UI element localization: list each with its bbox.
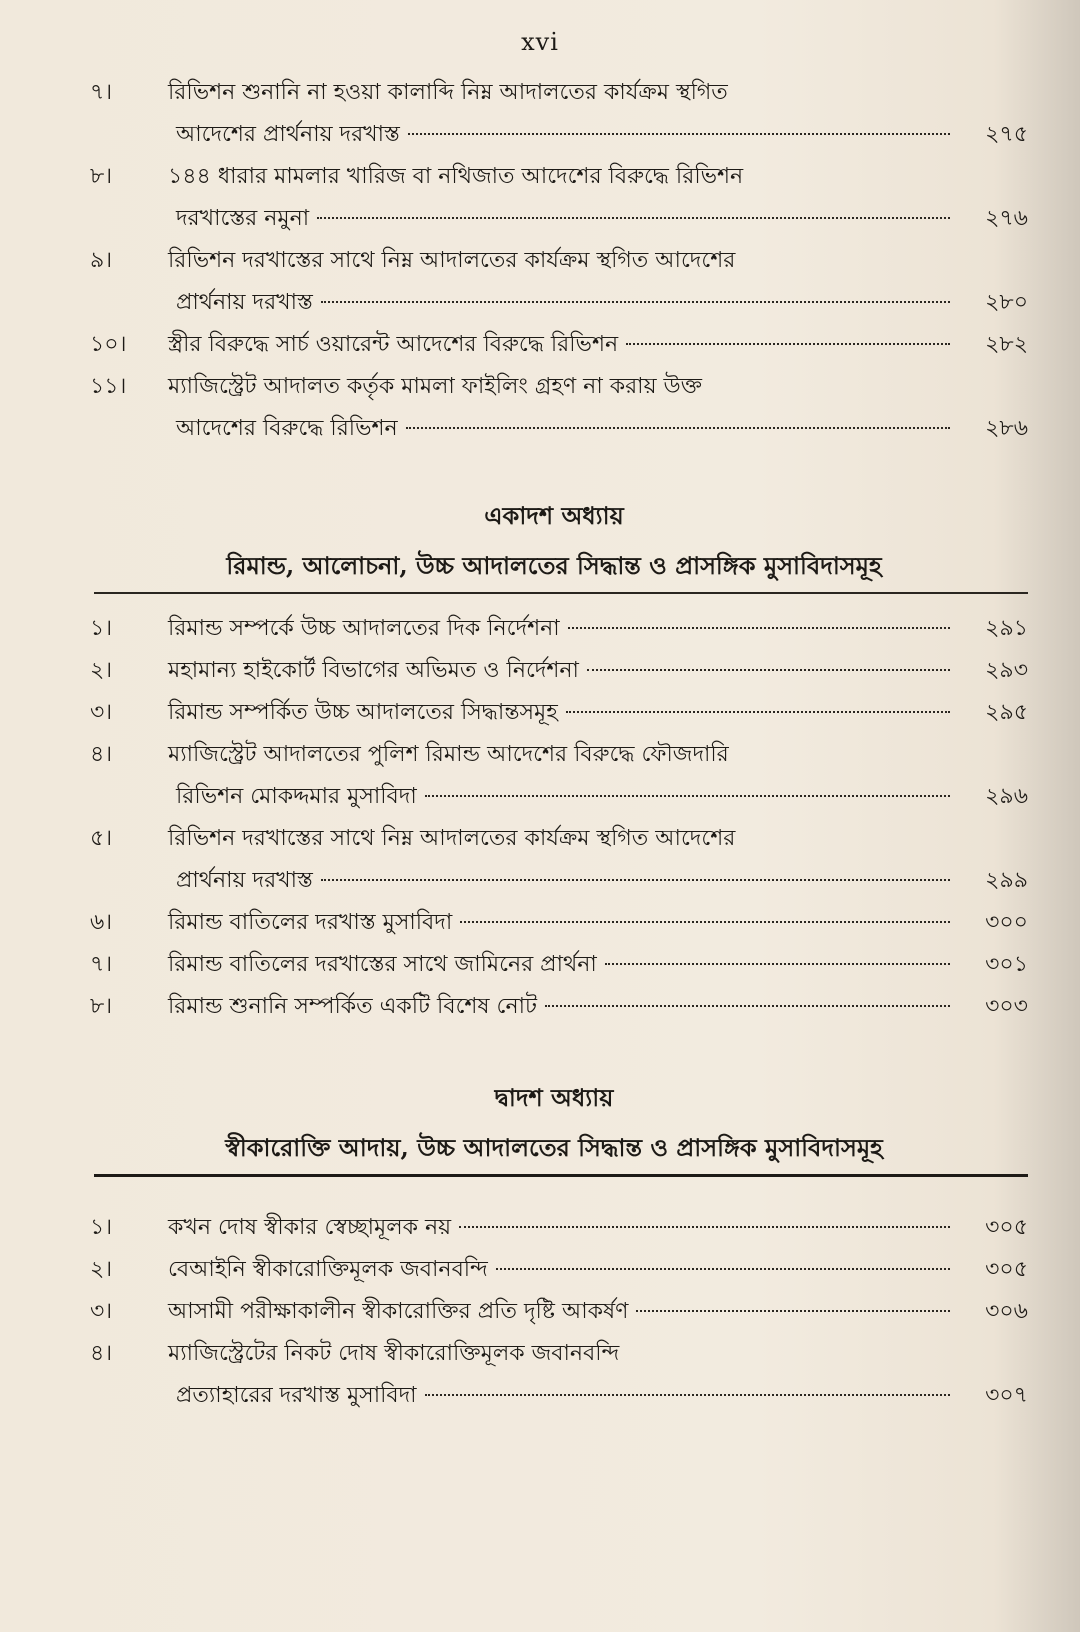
entry-line-text: প্রার্থনায় দরখাস্ত: [176, 290, 313, 315]
toc-entry: [80, 1333, 1028, 1417]
entry-line: [168, 240, 1028, 282]
toc-content: [80, 72, 1028, 1417]
entry-line-text: স্ত্রীর বিরুদ্ধে সার্চ ওয়ারেন্ট আদেশের বিরুদ্ধে রিভিশন: [168, 332, 619, 357]
toc-entry: [80, 986, 1028, 1028]
entry-page-number: ৩০৬: [985, 1299, 1028, 1324]
entry-line: [168, 734, 1028, 776]
leader-dots: [566, 711, 950, 713]
entry-number: ৫।: [90, 826, 113, 851]
entry-line: [168, 114, 1028, 156]
toc-section-chapter-12: [80, 1207, 1028, 1417]
entry-line: [168, 366, 1028, 408]
entry-line-text: রিমান্ড শুনানি সম্পর্কিত একটি বিশেষ নোট: [168, 994, 537, 1019]
leader-dots: [408, 133, 950, 135]
entry-line: [168, 72, 1028, 114]
toc-entry: [80, 650, 1028, 692]
toc-entry: [80, 366, 1028, 450]
toc-entry: [80, 734, 1028, 818]
entry-page-number: ২৭৬: [985, 206, 1028, 231]
entry-line-text: প্রার্থনায় দরখাস্ত: [176, 868, 313, 893]
entry-line-text: ম্যাজিস্ট্রেট আদালতের পুলিশ রিমান্ড আদেশের বিরুদ্ধে ফৌজদারি: [168, 742, 729, 767]
entry-number: ৯।: [90, 248, 113, 273]
entry-text: [168, 608, 1028, 650]
entry-number: ১।: [90, 616, 113, 641]
entry-text: [168, 240, 1028, 324]
leader-dots: [587, 669, 950, 671]
entry-line-text: ম্যাজিস্ট্রেটের নিকট দোষ স্বীকারোক্তিমূলক জবানবন্দি: [168, 1341, 620, 1366]
entry-text: [168, 1333, 1028, 1417]
entry-number: ৩।: [90, 1299, 113, 1324]
leader-dots: [626, 343, 950, 345]
leader-dots: [460, 921, 950, 923]
entry-page-number: ২৮০: [985, 290, 1028, 315]
entry-text: [168, 1249, 1028, 1291]
entry-text: [168, 692, 1028, 734]
toc-section-continued: [80, 72, 1028, 450]
chapter-title: একাদশ অধ্যায়: [484, 501, 624, 530]
chapter-title: দ্বাদশ অধ্যায়: [494, 1083, 614, 1112]
entry-text: [168, 902, 1028, 944]
entry-line-text: রিমান্ড সম্পর্কিত উচ্চ আদালতের সিদ্ধান্তসমূহ: [168, 700, 558, 725]
toc-entry: [80, 72, 1028, 156]
entry-page-number: ৩০৩: [985, 994, 1028, 1019]
toc-entry: [80, 1207, 1028, 1249]
toc-entry: [80, 1291, 1028, 1333]
entry-line-text: রিভিশন শুনানি না হওয়া কালাব্দি নিম্ন আদালতের কার্যক্রম স্থগিত: [168, 80, 728, 105]
entry-number: ৭।: [90, 80, 113, 105]
entry-page-number: ৩০৫: [985, 1215, 1028, 1240]
entry-line-text: রিমান্ড সম্পর্কে উচ্চ আদালতের দিক নির্দেশনা: [168, 616, 560, 641]
entry-line-text: আসামী পরীক্ষাকালীন স্বীকারোক্তির প্রতি দৃষ্টি আকর্ষণ: [168, 1299, 629, 1324]
leader-dots: [459, 1226, 950, 1228]
leader-dots: [321, 879, 950, 881]
entry-page-number: ২৯৬: [985, 784, 1028, 809]
entry-line-text: রিভিশন দরখাস্তের সাথে নিম্ন আদালতের কার্যক্রম স্থগিত আদেশের: [168, 248, 736, 273]
entry-page-number: ৩০১: [985, 952, 1028, 977]
entry-line: [168, 1375, 1028, 1417]
entry-page-number: ২৮২: [985, 332, 1028, 357]
toc-entry: [80, 156, 1028, 240]
entry-number: ৮।: [90, 164, 113, 189]
entry-line-text: প্রত্যাহারের দরখাস্ত মুসাবিদা: [176, 1383, 417, 1408]
entry-line: [168, 198, 1028, 240]
entry-number: ১।: [90, 1215, 113, 1240]
entry-text: [168, 734, 1028, 818]
entry-page-number: ২৯৩: [985, 658, 1028, 683]
entry-line-text: আদেশের প্রার্থনায় দরখাস্ত: [176, 122, 400, 147]
entry-page-number: ২৯১: [985, 616, 1028, 641]
entry-line: [168, 944, 1028, 986]
entry-line-text: রিমান্ড বাতিলের দরখাস্তের সাথে জামিনের প্রার্থনা: [168, 952, 597, 977]
entry-line-text: আদেশের বিরুদ্ধে রিভিশন: [176, 416, 398, 441]
entry-line-text: রিমান্ড বাতিলের দরখাস্ত মুসাবিদা: [168, 910, 453, 935]
entry-number: ৪।: [90, 1341, 113, 1366]
entry-page-number: ২৭৫: [985, 122, 1028, 147]
entry-line: [168, 1333, 1028, 1375]
entry-text: [168, 156, 1028, 240]
toc-entry: [80, 608, 1028, 650]
entry-line: [168, 860, 1028, 902]
entry-text: [168, 72, 1028, 156]
entry-line: [168, 1207, 1028, 1249]
entry-page-number: ২৯৫: [985, 700, 1028, 725]
entry-page-number: ৩০০: [985, 910, 1028, 935]
toc-section-chapter-11: [80, 608, 1028, 1028]
entry-page-number: ৩০৭: [985, 1383, 1028, 1408]
entry-line: [168, 1291, 1028, 1333]
entry-line: [168, 650, 1028, 692]
entry-page-number: ৩০৫: [985, 1257, 1028, 1282]
entry-number: ২।: [90, 658, 113, 683]
entry-text: [168, 944, 1028, 986]
entry-line: [168, 692, 1028, 734]
toc-entry: [80, 1249, 1028, 1291]
entry-line: [168, 902, 1028, 944]
entry-number: ৩।: [90, 700, 113, 725]
entry-line: [168, 608, 1028, 650]
leader-dots: [568, 627, 950, 629]
entry-line-text: ম্যাজিস্ট্রেট আদালত কর্তৃক মামলা ফাইলিং গ্রহণ না করায় উক্ত: [168, 374, 703, 399]
divider-rule: [94, 1174, 1028, 1177]
entry-number: ১০।: [90, 332, 127, 357]
leader-dots: [425, 795, 950, 797]
entry-line-text: বেআইনি স্বীকারোক্তিমূলক জবানবন্দি: [168, 1257, 488, 1282]
entry-line: [168, 776, 1028, 818]
entry-text: [168, 1291, 1028, 1333]
toc-entry: [80, 902, 1028, 944]
entry-text: [168, 366, 1028, 450]
entry-text: [168, 650, 1028, 692]
entry-line-text: কখন দোষ স্বীকার স্বেচ্ছামূলক নয়: [168, 1215, 452, 1240]
entry-text: [168, 986, 1028, 1028]
leader-dots: [605, 963, 950, 965]
entry-line-text: ১৪৪ ধারার মামলার খারিজ বা নথিজাত আদেশের বিরুদ্ধে রিভিশন: [168, 164, 744, 189]
entry-line: [168, 818, 1028, 860]
entry-page-number: ২৯৯: [985, 868, 1028, 893]
entry-number: ১১।: [90, 374, 127, 399]
entry-text: [168, 818, 1028, 902]
entry-line-text: রিভিশন মোকদ্দমার মুসাবিদা: [176, 784, 417, 809]
entry-line: [168, 324, 1028, 366]
leader-dots: [425, 1394, 950, 1396]
entry-line: [168, 1249, 1028, 1291]
entry-number: ৪।: [90, 742, 113, 767]
entry-text: [168, 324, 1028, 366]
entry-number: ৭।: [90, 952, 113, 977]
entry-page-number: ২৮৬: [985, 416, 1028, 441]
toc-entry: [80, 324, 1028, 366]
entry-line: [168, 408, 1028, 450]
leader-dots: [545, 1005, 950, 1007]
toc-entry: [80, 240, 1028, 324]
entry-number: ৬।: [90, 910, 113, 935]
entry-line-text: মহামান্য হাইকোর্ট বিভাগের অভিমত ও নির্দেশনা: [168, 658, 579, 683]
entry-line-text: রিভিশন দরখাস্তের সাথে নিম্ন আদালতের কার্যক্রম স্থগিত আদেশের: [168, 826, 736, 851]
entry-line: [168, 156, 1028, 198]
leader-dots: [321, 301, 950, 303]
chapter-subtitle: রিমান্ড, আলোচনা, উচ্চ আদালতের সিদ্ধান্ত ও প্রাসঙ্গিক মুসাবিদাসমূহ: [226, 551, 882, 580]
entry-number: ২।: [90, 1257, 113, 1282]
chapter-subtitle: স্বীকারোক্তি আদায়, উচ্চ আদালতের সিদ্ধান্ত ও প্রাসঙ্গিক মুসাবিদাসমূহ: [225, 1133, 883, 1162]
entry-text: [168, 1207, 1028, 1249]
entry-line: [168, 986, 1028, 1028]
toc-entry: [80, 692, 1028, 734]
toc-entry: [80, 818, 1028, 902]
entry-line-text: দরখাস্তের নমুনা: [176, 206, 310, 231]
leader-dots: [496, 1268, 950, 1270]
divider-rule: [94, 592, 1028, 594]
leader-dots: [636, 1310, 950, 1312]
page-folio: xvi: [521, 28, 559, 56]
toc-entry: [80, 944, 1028, 986]
entry-line: [168, 282, 1028, 324]
entry-number: ৮।: [90, 994, 113, 1019]
leader-dots: [406, 427, 950, 429]
leader-dots: [317, 217, 950, 219]
